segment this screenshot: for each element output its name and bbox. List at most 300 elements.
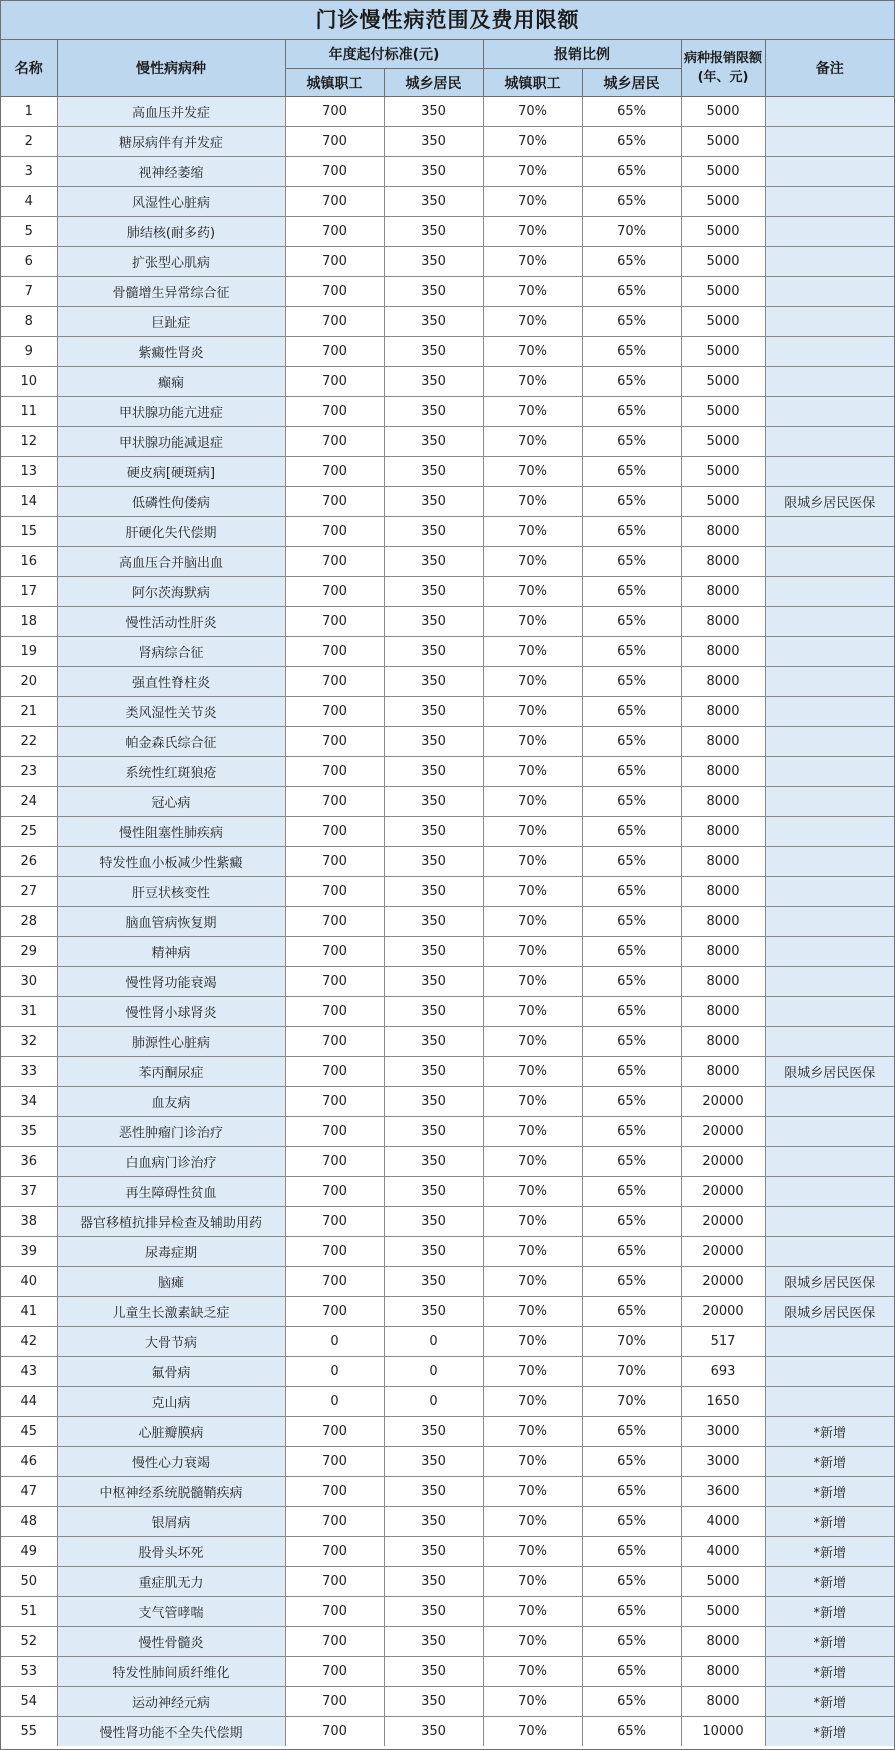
cell-deductible-urban-rural-resident: 350 <box>384 1147 483 1177</box>
cell-deductible-urban-employee: 700 <box>285 1627 384 1657</box>
cell-disease-name: 慢性肾功能衰竭 <box>57 967 285 997</box>
cell-reimbursement-limit: 10000 <box>681 1717 765 1747</box>
cell-ratio-urban-rural-resident: 65% <box>582 667 681 697</box>
cell-disease-name: 心脏瓣膜病 <box>57 1417 285 1447</box>
cell-ratio-urban-employee: 70% <box>483 967 582 997</box>
cell-note <box>765 397 894 427</box>
table-row <box>1 337 894 367</box>
cell-ratio-urban-employee: 70% <box>483 727 582 757</box>
cell-ratio-urban-employee: 70% <box>483 97 582 127</box>
cell-deductible-urban-employee: 700 <box>285 427 384 457</box>
cell-number: 24 <box>1 787 57 817</box>
table-row <box>1 817 894 847</box>
cell-ratio-urban-rural-resident: 65% <box>582 937 681 967</box>
cell-note <box>765 907 894 937</box>
header-deductible-group: 年度起付标准(元) <box>285 40 483 69</box>
cell-ratio-urban-rural-resident: 70% <box>582 1387 681 1417</box>
cell-ratio-urban-rural-resident: 65% <box>582 367 681 397</box>
cell-note <box>765 97 894 127</box>
cell-ratio-urban-employee: 70% <box>483 1657 582 1687</box>
cell-deductible-urban-rural-resident: 350 <box>384 547 483 577</box>
cell-ratio-urban-rural-resident: 65% <box>582 187 681 217</box>
cell-deductible-urban-employee: 700 <box>285 997 384 1027</box>
header-ratio-group: 报销比例 <box>483 40 681 69</box>
cell-deductible-urban-employee: 700 <box>285 127 384 157</box>
cell-note <box>765 667 894 697</box>
cell-deductible-urban-employee: 700 <box>285 457 384 487</box>
cell-deductible-urban-employee: 700 <box>285 817 384 847</box>
cell-note <box>765 1357 894 1387</box>
cell-disease-name: 特发性肺间质纤维化 <box>57 1657 285 1687</box>
cell-deductible-urban-rural-resident: 350 <box>384 577 483 607</box>
cell-number: 40 <box>1 1267 57 1297</box>
table-row <box>1 487 894 517</box>
cell-number: 17 <box>1 577 57 607</box>
cell-ratio-urban-employee: 70% <box>483 397 582 427</box>
cell-deductible-urban-employee: 700 <box>285 517 384 547</box>
cell-disease-name: 尿毒症期 <box>57 1237 285 1267</box>
cell-deductible-urban-rural-resident: 350 <box>384 1087 483 1117</box>
cell-note <box>765 1207 894 1237</box>
cell-deductible-urban-employee: 700 <box>285 367 384 397</box>
cell-disease-name: 巨趾症 <box>57 307 285 337</box>
cell-reimbursement-limit: 517 <box>681 1327 765 1357</box>
cell-number: 3 <box>1 157 57 187</box>
cell-deductible-urban-rural-resident: 350 <box>384 847 483 877</box>
table-row <box>1 1627 894 1657</box>
cell-ratio-urban-employee: 70% <box>483 427 582 457</box>
cell-ratio-urban-rural-resident: 65% <box>582 277 681 307</box>
cell-reimbursement-limit: 5000 <box>681 277 765 307</box>
chronic-disease-table <box>1 40 894 1746</box>
cell-deductible-urban-employee: 0 <box>285 1327 384 1357</box>
cell-disease-name: 高血压并发症 <box>57 97 285 127</box>
cell-number: 32 <box>1 1027 57 1057</box>
cell-number: 25 <box>1 817 57 847</box>
cell-deductible-urban-rural-resident: 350 <box>384 1537 483 1567</box>
cell-deductible-urban-employee: 700 <box>285 1117 384 1147</box>
cell-ratio-urban-rural-resident: 65% <box>582 1297 681 1327</box>
cell-deductible-urban-employee: 700 <box>285 1267 384 1297</box>
cell-number: 53 <box>1 1657 57 1687</box>
cell-ratio-urban-employee: 70% <box>483 787 582 817</box>
cell-reimbursement-limit: 5000 <box>681 157 765 187</box>
table-row <box>1 907 894 937</box>
cell-deductible-urban-employee: 700 <box>285 247 384 277</box>
cell-deductible-urban-employee: 700 <box>285 787 384 817</box>
cell-deductible-urban-employee: 700 <box>285 1717 384 1747</box>
table-row <box>1 1207 894 1237</box>
cell-number: 48 <box>1 1507 57 1537</box>
table-row <box>1 1567 894 1597</box>
cell-number: 52 <box>1 1627 57 1657</box>
cell-number: 35 <box>1 1117 57 1147</box>
cell-note <box>765 787 894 817</box>
cell-deductible-urban-rural-resident: 350 <box>384 1567 483 1597</box>
table-row <box>1 1357 894 1387</box>
cell-number: 2 <box>1 127 57 157</box>
cell-ratio-urban-rural-resident: 65% <box>582 1147 681 1177</box>
cell-deductible-urban-employee: 700 <box>285 577 384 607</box>
table-row <box>1 187 894 217</box>
cell-reimbursement-limit: 8000 <box>681 907 765 937</box>
cell-ratio-urban-rural-resident: 65% <box>582 1687 681 1717</box>
cell-disease-name: 硬皮病[硬斑病] <box>57 457 285 487</box>
table-row <box>1 247 894 277</box>
cell-deductible-urban-employee: 700 <box>285 217 384 247</box>
cell-number: 55 <box>1 1717 57 1747</box>
cell-number: 38 <box>1 1207 57 1237</box>
cell-reimbursement-limit: 5000 <box>681 337 765 367</box>
cell-ratio-urban-employee: 70% <box>483 127 582 157</box>
cell-disease-name: 器官移植抗排异检查及辅助用药 <box>57 1207 285 1237</box>
cell-reimbursement-limit: 5000 <box>681 367 765 397</box>
cell-deductible-urban-employee: 700 <box>285 1087 384 1117</box>
cell-note <box>765 157 894 187</box>
cell-ratio-urban-rural-resident: 65% <box>582 397 681 427</box>
cell-note: 限城乡居民医保 <box>765 1267 894 1297</box>
cell-note <box>765 1027 894 1057</box>
cell-deductible-urban-rural-resident: 350 <box>384 907 483 937</box>
cell-note <box>765 967 894 997</box>
cell-deductible-urban-employee: 700 <box>285 397 384 427</box>
cell-note <box>765 247 894 277</box>
cell-deductible-urban-rural-resident: 350 <box>384 127 483 157</box>
cell-disease-name: 紫癜性肾炎 <box>57 337 285 367</box>
header-no: 名称 <box>1 40 57 97</box>
cell-deductible-urban-rural-resident: 350 <box>384 1057 483 1087</box>
table-row <box>1 757 894 787</box>
cell-reimbursement-limit: 20000 <box>681 1087 765 1117</box>
cell-note: *新增 <box>765 1417 894 1447</box>
cell-ratio-urban-employee: 70% <box>483 1447 582 1477</box>
cell-deductible-urban-rural-resident: 350 <box>384 457 483 487</box>
cell-ratio-urban-employee: 70% <box>483 817 582 847</box>
cell-ratio-urban-employee: 70% <box>483 667 582 697</box>
cell-ratio-urban-rural-resident: 65% <box>582 817 681 847</box>
cell-note <box>765 547 894 577</box>
cell-reimbursement-limit: 8000 <box>681 667 765 697</box>
table-row <box>1 457 894 487</box>
table-row <box>1 1417 894 1447</box>
cell-ratio-urban-rural-resident: 65% <box>582 1597 681 1627</box>
cell-deductible-urban-rural-resident: 350 <box>384 667 483 697</box>
cell-ratio-urban-employee: 70% <box>483 1237 582 1267</box>
cell-deductible-urban-rural-resident: 350 <box>384 367 483 397</box>
cell-disease-name: 苯丙酮尿症 <box>57 1057 285 1087</box>
cell-deductible-urban-rural-resident: 350 <box>384 727 483 757</box>
cell-disease-name: 克山病 <box>57 1387 285 1417</box>
cell-disease-name: 血友病 <box>57 1087 285 1117</box>
cell-number: 50 <box>1 1567 57 1597</box>
cell-ratio-urban-rural-resident: 65% <box>582 427 681 457</box>
cell-note <box>765 997 894 1027</box>
cell-number: 22 <box>1 727 57 757</box>
cell-number: 42 <box>1 1327 57 1357</box>
table-row <box>1 1387 894 1417</box>
cell-deductible-urban-employee: 700 <box>285 1027 384 1057</box>
cell-deductible-urban-employee: 700 <box>285 1447 384 1477</box>
cell-ratio-urban-employee: 70% <box>483 1387 582 1417</box>
cell-ratio-urban-rural-resident: 65% <box>582 1627 681 1657</box>
cell-number: 1 <box>1 97 57 127</box>
cell-deductible-urban-rural-resident: 0 <box>384 1387 483 1417</box>
cell-ratio-urban-employee: 70% <box>483 1507 582 1537</box>
cell-ratio-urban-rural-resident: 65% <box>582 1117 681 1147</box>
cell-ratio-urban-rural-resident: 65% <box>582 1177 681 1207</box>
cell-disease-name: 肺结核(耐多药) <box>57 217 285 247</box>
cell-ratio-urban-rural-resident: 65% <box>582 247 681 277</box>
cell-disease-name: 甲状腺功能减退症 <box>57 427 285 457</box>
cell-reimbursement-limit: 8000 <box>681 1027 765 1057</box>
cell-deductible-urban-employee: 700 <box>285 1207 384 1237</box>
cell-ratio-urban-employee: 70% <box>483 367 582 397</box>
cell-ratio-urban-employee: 70% <box>483 1537 582 1567</box>
cell-deductible-urban-employee: 700 <box>285 1237 384 1267</box>
cell-deductible-urban-employee: 700 <box>285 547 384 577</box>
cell-number: 28 <box>1 907 57 937</box>
cell-deductible-urban-employee: 700 <box>285 157 384 187</box>
table-row <box>1 637 894 667</box>
cell-note <box>765 307 894 337</box>
cell-deductible-urban-employee: 700 <box>285 337 384 367</box>
cell-deductible-urban-rural-resident: 0 <box>384 1327 483 1357</box>
table-row <box>1 697 894 727</box>
cell-deductible-urban-rural-resident: 0 <box>384 1357 483 1387</box>
cell-deductible-urban-rural-resident: 350 <box>384 937 483 967</box>
cell-reimbursement-limit: 4000 <box>681 1537 765 1567</box>
cell-ratio-urban-rural-resident: 65% <box>582 1207 681 1237</box>
cell-reimbursement-limit: 5000 <box>681 457 765 487</box>
cell-number: 20 <box>1 667 57 697</box>
table-row <box>1 427 894 457</box>
cell-deductible-urban-employee: 700 <box>285 1537 384 1567</box>
table-row <box>1 277 894 307</box>
cell-ratio-urban-rural-resident: 65% <box>582 1537 681 1567</box>
cell-note <box>765 1387 894 1417</box>
cell-number: 7 <box>1 277 57 307</box>
table-row <box>1 307 894 337</box>
cell-note: 限城乡居民医保 <box>765 487 894 517</box>
cell-disease-name: 系统性红斑狼疮 <box>57 757 285 787</box>
cell-ratio-urban-employee: 70% <box>483 907 582 937</box>
cell-deductible-urban-employee: 700 <box>285 1057 384 1087</box>
cell-deductible-urban-employee: 0 <box>285 1387 384 1417</box>
table-row <box>1 1327 894 1357</box>
cell-ratio-urban-employee: 70% <box>483 1147 582 1177</box>
cell-ratio-urban-employee: 70% <box>483 577 582 607</box>
cell-reimbursement-limit: 3000 <box>681 1447 765 1477</box>
cell-number: 11 <box>1 397 57 427</box>
cell-reimbursement-limit: 8000 <box>681 607 765 637</box>
cell-number: 26 <box>1 847 57 877</box>
cell-disease-name: 儿童生长激素缺乏症 <box>57 1297 285 1327</box>
cell-number: 36 <box>1 1147 57 1177</box>
cell-deductible-urban-employee: 700 <box>285 877 384 907</box>
cell-note: *新增 <box>765 1447 894 1477</box>
cell-reimbursement-limit: 8000 <box>681 937 765 967</box>
cell-deductible-urban-employee: 700 <box>285 757 384 787</box>
cell-note <box>765 637 894 667</box>
table-row <box>1 607 894 637</box>
header-deductible-urban-rural-resident: 城乡居民 <box>384 69 483 97</box>
cell-ratio-urban-rural-resident: 65% <box>582 607 681 637</box>
cell-disease-name: 帕金森氏综合征 <box>57 727 285 757</box>
cell-reimbursement-limit: 8000 <box>681 637 765 667</box>
cell-disease-name: 高血压合并脑出血 <box>57 547 285 577</box>
cell-number: 30 <box>1 967 57 997</box>
cell-reimbursement-limit: 5000 <box>681 1567 765 1597</box>
cell-disease-name: 甲状腺功能亢进症 <box>57 397 285 427</box>
cell-reimbursement-limit: 8000 <box>681 757 765 787</box>
table-row <box>1 1147 894 1177</box>
cell-note <box>765 187 894 217</box>
cell-note <box>765 577 894 607</box>
cell-deductible-urban-employee: 700 <box>285 1417 384 1447</box>
table-row <box>1 1177 894 1207</box>
cell-number: 5 <box>1 217 57 247</box>
cell-number: 44 <box>1 1387 57 1417</box>
cell-note: *新增 <box>765 1477 894 1507</box>
cell-ratio-urban-rural-resident: 65% <box>582 757 681 787</box>
cell-deductible-urban-rural-resident: 350 <box>384 817 483 847</box>
cell-disease-name: 运动神经元病 <box>57 1687 285 1717</box>
cell-ratio-urban-rural-resident: 65% <box>582 1447 681 1477</box>
cell-ratio-urban-employee: 70% <box>483 847 582 877</box>
cell-deductible-urban-rural-resident: 350 <box>384 1507 483 1537</box>
cell-ratio-urban-rural-resident: 65% <box>582 1567 681 1597</box>
cell-note <box>765 937 894 967</box>
cell-ratio-urban-rural-resident: 70% <box>582 1357 681 1387</box>
cell-note: *新增 <box>765 1687 894 1717</box>
cell-deductible-urban-rural-resident: 350 <box>384 967 483 997</box>
cell-reimbursement-limit: 3000 <box>681 1417 765 1447</box>
cell-ratio-urban-employee: 70% <box>483 1687 582 1717</box>
cell-number: 34 <box>1 1087 57 1117</box>
cell-number: 46 <box>1 1447 57 1477</box>
cell-number: 29 <box>1 937 57 967</box>
table-row <box>1 787 894 817</box>
cell-reimbursement-limit: 5000 <box>681 127 765 157</box>
cell-reimbursement-limit: 5000 <box>681 187 765 217</box>
cell-disease-name: 慢性阻塞性肺疾病 <box>57 817 285 847</box>
cell-ratio-urban-employee: 70% <box>483 1297 582 1327</box>
cell-number: 6 <box>1 247 57 277</box>
cell-number: 15 <box>1 517 57 547</box>
cell-number: 10 <box>1 367 57 397</box>
cell-reimbursement-limit: 8000 <box>681 1627 765 1657</box>
cell-reimbursement-limit: 5000 <box>681 247 765 277</box>
cell-number: 16 <box>1 547 57 577</box>
cell-deductible-urban-employee: 700 <box>285 1567 384 1597</box>
cell-number: 27 <box>1 877 57 907</box>
cell-deductible-urban-rural-resident: 350 <box>384 787 483 817</box>
cell-ratio-urban-employee: 70% <box>483 547 582 577</box>
cell-ratio-urban-rural-resident: 65% <box>582 847 681 877</box>
cell-note <box>765 817 894 847</box>
cell-ratio-urban-employee: 70% <box>483 1567 582 1597</box>
cell-disease-name: 骨髓增生异常综合征 <box>57 277 285 307</box>
cell-deductible-urban-employee: 700 <box>285 1597 384 1627</box>
cell-ratio-urban-employee: 70% <box>483 1207 582 1237</box>
cell-disease-name: 重症肌无力 <box>57 1567 285 1597</box>
cell-ratio-urban-rural-resident: 65% <box>582 787 681 817</box>
cell-deductible-urban-rural-resident: 350 <box>384 247 483 277</box>
table-row <box>1 1657 894 1687</box>
cell-deductible-urban-rural-resident: 350 <box>384 1657 483 1687</box>
cell-ratio-urban-employee: 70% <box>483 187 582 217</box>
cell-reimbursement-limit: 693 <box>681 1357 765 1387</box>
cell-note: 限城乡居民医保 <box>765 1057 894 1087</box>
cell-number: 9 <box>1 337 57 367</box>
cell-disease-name: 特发性血小板减少性紫癜 <box>57 847 285 877</box>
cell-note <box>765 1087 894 1117</box>
cell-note: *新增 <box>765 1657 894 1687</box>
cell-ratio-urban-employee: 70% <box>483 1057 582 1087</box>
cell-number: 45 <box>1 1417 57 1447</box>
cell-ratio-urban-rural-resident: 65% <box>582 1027 681 1057</box>
cell-note <box>765 847 894 877</box>
cell-deductible-urban-employee: 700 <box>285 607 384 637</box>
cell-reimbursement-limit: 8000 <box>681 727 765 757</box>
cell-ratio-urban-employee: 70% <box>483 757 582 787</box>
cell-reimbursement-limit: 8000 <box>681 547 765 577</box>
cell-disease-name: 风湿性心脏病 <box>57 187 285 217</box>
cell-reimbursement-limit: 20000 <box>681 1297 765 1327</box>
cell-deductible-urban-rural-resident: 350 <box>384 1027 483 1057</box>
cell-number: 21 <box>1 697 57 727</box>
cell-number: 8 <box>1 307 57 337</box>
cell-ratio-urban-rural-resident: 65% <box>582 1237 681 1267</box>
cell-disease-name: 慢性活动性肝炎 <box>57 607 285 637</box>
cell-ratio-urban-rural-resident: 65% <box>582 967 681 997</box>
cell-ratio-urban-employee: 70% <box>483 637 582 667</box>
cell-deductible-urban-rural-resident: 350 <box>384 1597 483 1627</box>
table-row <box>1 1447 894 1477</box>
cell-deductible-urban-rural-resident: 350 <box>384 427 483 457</box>
cell-deductible-urban-rural-resident: 350 <box>384 337 483 367</box>
cell-disease-name: 精神病 <box>57 937 285 967</box>
cell-ratio-urban-employee: 70% <box>483 157 582 187</box>
cell-number: 19 <box>1 637 57 667</box>
cell-disease-name: 脑瘫 <box>57 1267 285 1297</box>
cell-ratio-urban-rural-resident: 65% <box>582 97 681 127</box>
cell-note <box>765 727 894 757</box>
cell-note: *新增 <box>765 1717 894 1747</box>
table-row <box>1 397 894 427</box>
cell-ratio-urban-rural-resident: 65% <box>582 517 681 547</box>
cell-note <box>765 1327 894 1357</box>
cell-deductible-urban-rural-resident: 350 <box>384 1477 483 1507</box>
cell-ratio-urban-employee: 70% <box>483 1417 582 1447</box>
cell-note <box>765 457 894 487</box>
cell-disease-name: 大骨节病 <box>57 1327 285 1357</box>
cell-ratio-urban-employee: 70% <box>483 457 582 487</box>
cell-reimbursement-limit: 8000 <box>681 787 765 817</box>
cell-disease-name: 类风湿性关节炎 <box>57 697 285 727</box>
cell-note <box>765 697 894 727</box>
cell-ratio-urban-employee: 70% <box>483 1717 582 1747</box>
cell-number: 4 <box>1 187 57 217</box>
cell-reimbursement-limit: 8000 <box>681 997 765 1027</box>
cell-ratio-urban-rural-resident: 65% <box>582 1417 681 1447</box>
table-row <box>1 1477 894 1507</box>
cell-deductible-urban-rural-resident: 350 <box>384 697 483 727</box>
cell-note <box>765 427 894 457</box>
table-row <box>1 127 894 157</box>
cell-note <box>765 1147 894 1177</box>
cell-ratio-urban-rural-resident: 65% <box>582 997 681 1027</box>
